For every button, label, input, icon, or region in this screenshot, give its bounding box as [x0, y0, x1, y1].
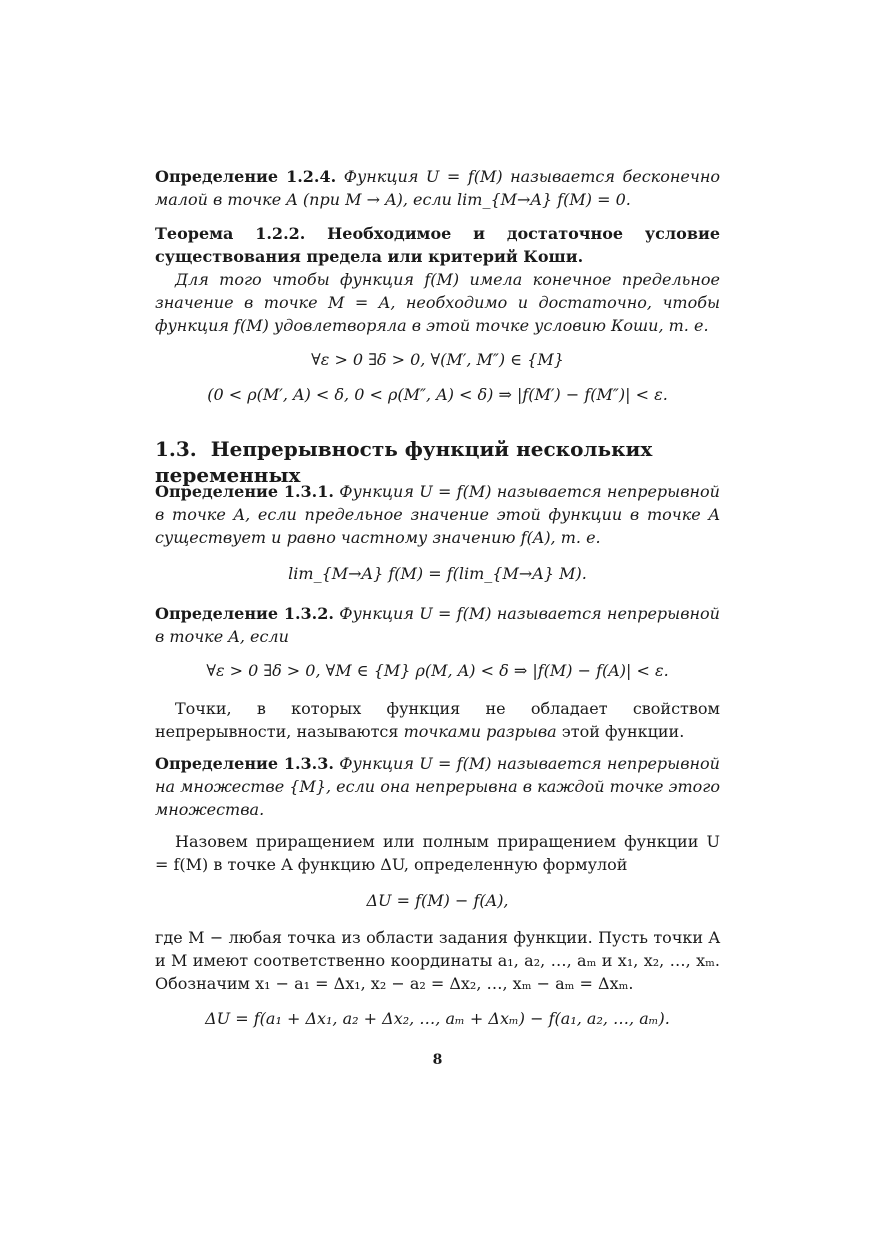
page-content	[155, 0, 720, 1241]
increment-formula-2: ΔU = f(a₁ + Δx₁, a₂ + Δx₂, …, aₘ + Δxₘ) − f(a₁, a₂, …, aₘ).	[205, 1009, 670, 1028]
definition-text: Функция U = f(M) называется непрерывной в точке A, если	[155, 604, 720, 646]
increment-paragraph-2: где M − любая точка из области задания функции. Пусть точки A и M имеют соответственно координаты a₁, a₂, …, aₘ и x₁, x₂, …, xₘ. Обозначим x₁ − a₁ = Δx₁, x₂ − a₂ = Δx₂, …, xₘ − aₘ = Δxₘ.	[155, 928, 720, 993]
continuity-limit-formula: lim_{M→A} f(M) = f(lim_{M→A} M).	[288, 564, 587, 583]
discontinuity-text-start: Точки, в которых функция не обладает свойством непрерывности, называются	[155, 699, 720, 741]
theorem-1-2-2-text: Для того чтобы функция f(M) имела конечное предельное значение в точке M = A, необходимо и достаточно, чтобы функция f(M) удовлетворяла в этой точке условию Коши, т. е.	[155, 270, 720, 335]
discontinuity-paragraph	[155, 697, 720, 743]
definition-1-3-2	[155, 602, 720, 648]
cauchy-formula-line-1: ∀ε > 0 ∃δ > 0, ∀(M′, M″) ∈ {M}	[311, 350, 564, 369]
definition-text: Функция U = f(M) называется непрерывной в точке A, если предельное значение этой функции в точке A существует и равно частному значению f(A), т. е.	[155, 482, 720, 547]
section-number: 1.3.	[155, 437, 197, 461]
definition-text: Функция U = f(M) называется бесконечно малой в точке A (при M → A), если lim_{M→A} f(M) = 0.	[155, 167, 721, 209]
definition-label: Определение 1.3.1.	[155, 482, 334, 501]
cauchy-formula-line-2: (0 < ρ(M′, A) < δ, 0 < ρ(M″, A) < δ) ⇒ |f(M′) − f(M″)| < ε.	[207, 385, 668, 404]
theorem-1-2-2-heading: Теорема 1.2.2. Необходимое и достаточное условие существования предела или критерий Коши.	[155, 224, 720, 266]
definition-1-3-3	[155, 752, 720, 821]
definition-label: Определение 1.3.2.	[155, 604, 334, 623]
definition-1-2-4	[155, 165, 720, 211]
section-title: Непрерывность функций нескольких переменных	[155, 437, 653, 487]
epsilon-delta-formula: ∀ε > 0 ∃δ > 0, ∀M ∈ {M} ρ(M, A) < δ ⇒ |f(M) − f(A)| < ε.	[206, 661, 669, 680]
discontinuity-term: точками разрыва	[403, 722, 557, 741]
definition-1-3-1	[155, 480, 720, 549]
definition-label: Определение 1.3.3.	[155, 754, 334, 773]
definition-text: Функция U = f(M) называется непрерывной на множестве {M}, если она непрерывна в каждой точке этого множества.	[155, 754, 720, 819]
page-number: 8	[432, 1052, 443, 1068]
increment-paragraph-1: Назовем приращением или полным приращением функции U = f(M) в точке A функцию ΔU, определенную формулой	[155, 832, 720, 874]
discontinuity-text-end: этой функции.	[556, 722, 685, 741]
definition-label: Определение 1.2.4.	[155, 167, 337, 186]
increment-formula-1: ΔU = f(M) − f(A),	[366, 891, 509, 910]
